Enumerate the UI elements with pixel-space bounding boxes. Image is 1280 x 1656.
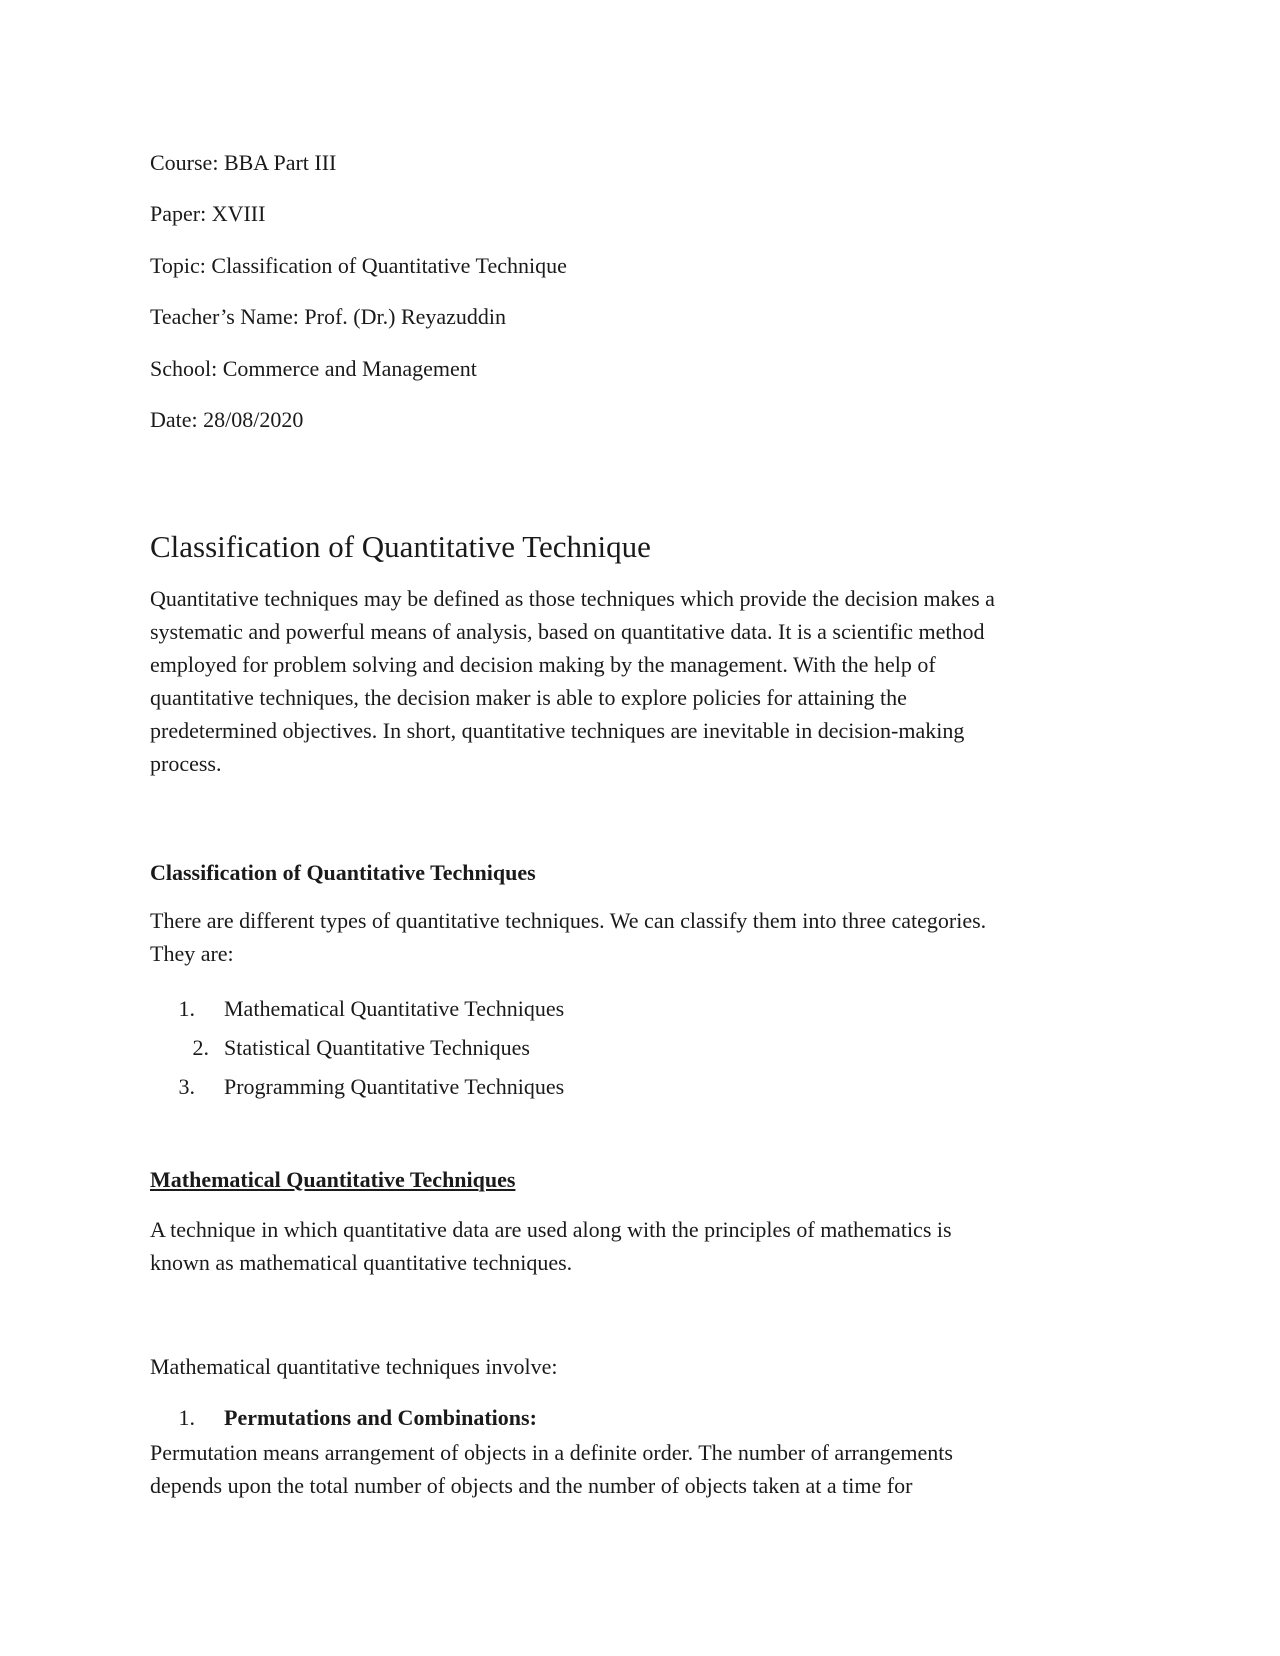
classification-intro-line: They are: xyxy=(150,941,234,966)
intro-line: process. xyxy=(150,751,222,776)
intro-line: systematic and powerful means of analysis, based on quantitative data. It is a scientific method xyxy=(150,619,985,644)
definition-line: A technique in which quantitative data are used along with the principles of mathematics is xyxy=(150,1217,952,1242)
list-item xyxy=(150,995,1050,1034)
page-title: Classification of Quantitative Technique xyxy=(150,529,651,564)
intro-line: Quantitative techniques may be defined as those techniques which provide the decision makes a xyxy=(150,586,995,611)
date-line: Date: 28/08/2020 xyxy=(150,407,304,432)
classification-heading: Classification of Quantitative Techniques xyxy=(150,860,536,885)
list-item xyxy=(150,1073,1050,1112)
permutation-paragraph xyxy=(150,1436,953,1502)
intro-line: employed for problem solving and decision making by the management. With the help of xyxy=(150,652,936,677)
list-item-number: 1. xyxy=(178,996,195,1021)
classification-intro xyxy=(150,904,986,970)
intro-line: quantitative techniques, the decision maker is able to explore policies for attaining the xyxy=(150,685,907,710)
permutation-line: depends upon the total number of objects and the number of objects taken at a time for xyxy=(150,1473,913,1498)
permutations-heading: Permutations and Combinations: xyxy=(224,1405,537,1430)
list-item xyxy=(150,1034,1050,1073)
list-item-number: 2. xyxy=(192,1035,209,1060)
mathematical-heading: Mathematical Quantitative Techniques xyxy=(150,1167,516,1192)
classification-intro-line: There are different types of quantitative techniques. We can classify them into three categories. xyxy=(150,908,987,933)
course-line: Course: BBA Part III xyxy=(150,150,337,175)
permutation-line: Permutation means arrangement of objects in a definite order. The number of arrangements xyxy=(150,1440,953,1465)
list-item-label: Programming Quantitative Techniques xyxy=(224,1074,565,1099)
intro-paragraph xyxy=(150,582,995,780)
list-item-label: Mathematical Quantitative Techniques xyxy=(224,996,565,1021)
definition-line: known as mathematical quantitative techniques. xyxy=(150,1250,573,1275)
list-item-label: Statistical Quantitative Techniques xyxy=(224,1035,530,1060)
list-item-number: 3. xyxy=(178,1074,195,1099)
involve-text: Mathematical quantitative techniques involve: xyxy=(150,1354,558,1379)
intro-line: predetermined objectives. In short, quantitative techniques are inevitable in decision-making xyxy=(150,718,965,743)
school-line: School: Commerce and Management xyxy=(150,356,477,381)
paper-line: Paper: XVIII xyxy=(150,201,266,226)
topic-line: Topic: Classification of Quantitative Technique xyxy=(150,253,567,278)
classification-list xyxy=(150,995,1050,1112)
sub-item-number: 1. xyxy=(178,1405,195,1430)
mathematical-definition xyxy=(150,1213,952,1279)
teacher-line: Teacher’s Name: Prof. (Dr.) Reyazuddin xyxy=(150,304,507,329)
